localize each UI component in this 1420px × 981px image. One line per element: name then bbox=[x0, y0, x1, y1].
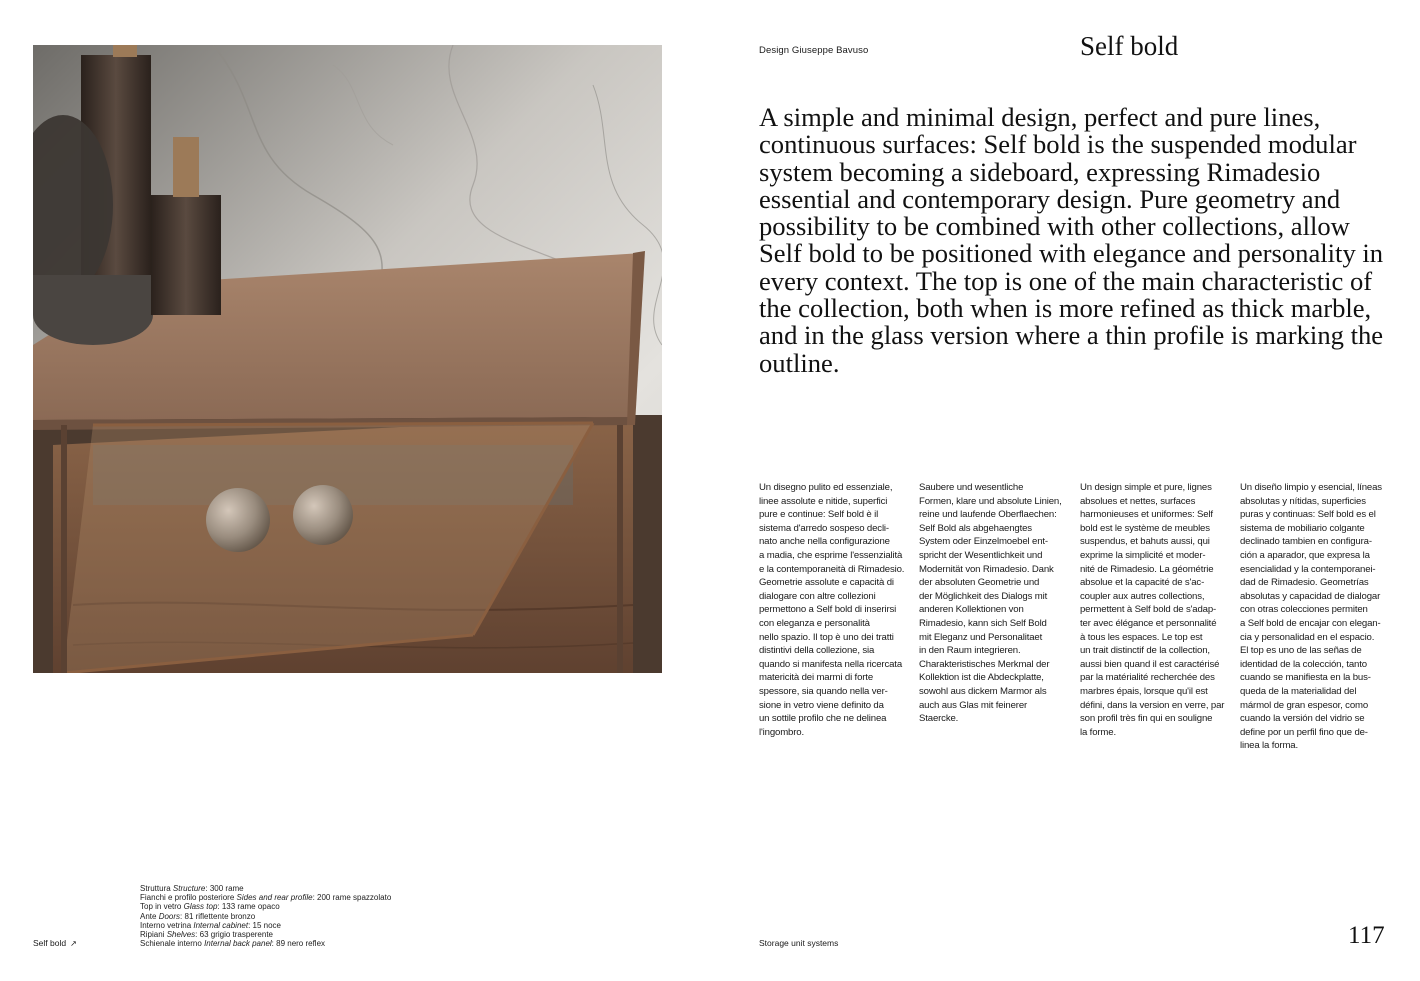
text-line: matericità dei marmi di forte bbox=[759, 672, 874, 684]
text-line: queda de la materialidad del bbox=[1240, 685, 1357, 697]
text-line: sione in vetro viene definito da bbox=[759, 699, 884, 711]
text-line: ter avec élégance et personnalité bbox=[1080, 617, 1217, 629]
text-line: puras y continuas: Self bold es el bbox=[1240, 509, 1376, 521]
spec-line: Top in vetro Glass top: 133 rame opaco bbox=[140, 902, 280, 912]
text-line: sowohl aus dickem Marmor als bbox=[919, 685, 1047, 697]
text-line: suspendus, et bahuts aussi, qui bbox=[1080, 536, 1210, 548]
text-line: anderen Kollektionen von bbox=[919, 604, 1024, 616]
product-title: Self bold bbox=[1080, 31, 1179, 61]
text-line: spricht der Wesentlichkeit und bbox=[919, 549, 1043, 561]
text-line: esencialidad y la contemporanei- bbox=[1240, 563, 1376, 575]
text-line: pure e continue: Self bold è il bbox=[759, 509, 879, 521]
product-link-label: Self bold bbox=[33, 938, 67, 948]
text-line: El top es uno de las señas de bbox=[1240, 645, 1362, 657]
text-line: un trait distinctif de la collection, bbox=[1080, 645, 1210, 657]
text-line: linee assolute e nitide, superfici bbox=[759, 495, 888, 507]
italian-description bbox=[759, 481, 911, 739]
text-line: dialogare con altre collezioni bbox=[759, 590, 876, 602]
text-line: mit Eleganz und Personalitaet bbox=[919, 631, 1043, 643]
text-line: son profil très fin qui en souligne bbox=[1080, 713, 1213, 725]
text-line: sistema de mobiliario colgante bbox=[1240, 522, 1365, 534]
text-line: mármol de gran espesor, como bbox=[1240, 699, 1369, 711]
text-line: harmonieuses et uniformes: Self bbox=[1080, 509, 1213, 521]
text-line: distintivi della collezione, sia bbox=[759, 645, 875, 657]
text-line: l'ingombro. bbox=[759, 726, 804, 738]
text-line: à tous les espaces. Le top est bbox=[1080, 631, 1203, 643]
text-line: Un diseño limpio y esencial, líneas bbox=[1240, 482, 1382, 493]
text-line: Staercke. bbox=[919, 713, 959, 725]
text-line: Rimadesio, kann sich Self Bold bbox=[919, 617, 1047, 629]
text-line: Formen, klare und absolute Linien, bbox=[919, 495, 1062, 507]
text-line: in den Raum integrieren. bbox=[919, 645, 1021, 657]
text-line: cuando se manifiesta en la bus- bbox=[1240, 672, 1371, 684]
german-description bbox=[919, 481, 1069, 726]
text-line: absolues et nettes, surfaces bbox=[1080, 495, 1196, 507]
text-line: nité de Rimadesio. La géométrie bbox=[1080, 563, 1214, 575]
text-line: sistema d'arredo sospeso decli- bbox=[759, 522, 889, 534]
text-line: Un disegno pulito ed essenziale, bbox=[759, 482, 893, 493]
text-line: Modernität von Rimadesio. Dank bbox=[919, 563, 1054, 575]
text-line: Charakteristisches Merkmal der bbox=[919, 658, 1050, 670]
design-credit: Design Giuseppe Bavuso bbox=[759, 45, 869, 56]
text-line: spessore, sia quando nella ver- bbox=[759, 685, 888, 697]
text-line: dad de Rimadesio. Geometrías bbox=[1240, 577, 1369, 589]
spanish-description bbox=[1240, 481, 1390, 753]
text-line: absolutas y nítidas, superficies bbox=[1240, 495, 1366, 507]
text-line: Self Bold als abgehaengtes bbox=[919, 522, 1032, 534]
text-line: der Möglichkeit des Dialogs mit bbox=[919, 590, 1048, 602]
text-line: linea la forma. bbox=[1240, 740, 1299, 752]
text-line: un sottile profilo che ne delinea bbox=[759, 713, 887, 725]
text-line: permettent à Self bold de s'adap- bbox=[1080, 604, 1217, 616]
text-line: der absoluten Geometrie und bbox=[919, 577, 1040, 589]
text-line: cuando la versión del vidrio se bbox=[1240, 713, 1365, 725]
text-line: reine und laufende Oberflaechen: bbox=[919, 509, 1057, 521]
spec-line: Interno vetrina Internal cabinet: 15 noce bbox=[140, 920, 281, 930]
text-line: bold est le système de meubles bbox=[1080, 522, 1210, 534]
text-line: absolue et la capacité de s'ac- bbox=[1080, 577, 1205, 589]
text-line: con eleganza e personalità bbox=[759, 617, 870, 629]
text-line: ción a aparador, que expresa la bbox=[1240, 549, 1370, 561]
text-line: identidad de la colección, tanto bbox=[1240, 658, 1367, 670]
product-photo bbox=[33, 45, 662, 673]
text-line: nato anche nella configurazione bbox=[759, 536, 890, 548]
text-line: marbres épais, lorsque qu'il est bbox=[1080, 685, 1208, 697]
text-line: la forme. bbox=[1080, 726, 1116, 738]
page-number: 117 bbox=[1348, 922, 1385, 949]
text-line: a madia, che esprime l'essenzialità bbox=[759, 549, 903, 561]
text-line: Kollektion ist die Abdeckplatte, bbox=[919, 672, 1044, 684]
text-line: Un design simple et pure, lignes bbox=[1080, 482, 1212, 493]
spec-line: Fianchi e profilo posteriore Sides and rear profile: 200 rame spazzolato bbox=[140, 893, 392, 903]
text-line: quando si manifesta nella ricercata bbox=[759, 658, 903, 670]
finish-specifications bbox=[140, 884, 391, 948]
text-line: nello spazio. Il top è uno dei tratti bbox=[759, 631, 894, 643]
text-line: auch aus Glas mit feinerer bbox=[919, 699, 1028, 711]
text-line: define por un perfil fino que de- bbox=[1240, 726, 1368, 738]
text-line: Geometrie assolute e capacità di bbox=[759, 577, 894, 589]
text-line: par la matérialité recherchée des bbox=[1080, 672, 1215, 684]
text-line: cia y personalidad en el espacio. bbox=[1240, 631, 1375, 643]
spec-line: Ripiani Shelves: 63 grigio trasperente bbox=[140, 930, 273, 940]
text-line: System oder Einzelmoebel ent- bbox=[919, 536, 1048, 548]
spec-line: Ante Doors: 81 riflettente bronzo bbox=[140, 911, 256, 921]
sideboard-illustration bbox=[33, 45, 662, 673]
text-line: défini, dans la version en verre, par bbox=[1080, 699, 1225, 711]
product-link[interactable] bbox=[33, 938, 77, 948]
text-line: aussi bien quand il est caractérisé bbox=[1080, 658, 1220, 670]
section-label: Storage unit systems bbox=[759, 938, 839, 948]
french-description bbox=[1080, 481, 1230, 739]
text-line: con otras colecciones permiten bbox=[1240, 604, 1368, 616]
spec-line: Struttura Structure: 300 rame bbox=[140, 884, 244, 893]
intro-text: A simple and minimal design, perfect and pure lines, continuous surfaces: Self bold is the suspended modular system becoming a sideboard, expressing Rimadesio essential and contemporary design. Pure geometry and possibility to be combined with other collections, allow Self bold to be positioned with elegance and personality in every context. The top is one of the main characteristic of the collection, both when is more refined as thick marble, and in the glass version where a thin profile is marking the outline. bbox=[759, 102, 1384, 378]
text-line: coupler aux autres collections, bbox=[1080, 590, 1205, 602]
text-line: permettono a Self bold di inserirsi bbox=[759, 604, 897, 616]
text-line: e la contemporaneità di Rimadesio. bbox=[759, 563, 905, 575]
text-line: a Self bold de encajar con elegan- bbox=[1240, 617, 1381, 629]
text-line: Saubere und wesentliche bbox=[919, 482, 1024, 493]
text-line: absolutas y capacidad de dialogar bbox=[1240, 590, 1381, 602]
arrow-up-right-icon: ↗ bbox=[70, 939, 77, 948]
spec-line: Schienale interno Internal back panel: 89 nero reflex bbox=[140, 939, 326, 949]
text-line: exprime la simplicité et moder- bbox=[1080, 549, 1206, 561]
text-line: declinado tambien en configura- bbox=[1240, 536, 1372, 548]
